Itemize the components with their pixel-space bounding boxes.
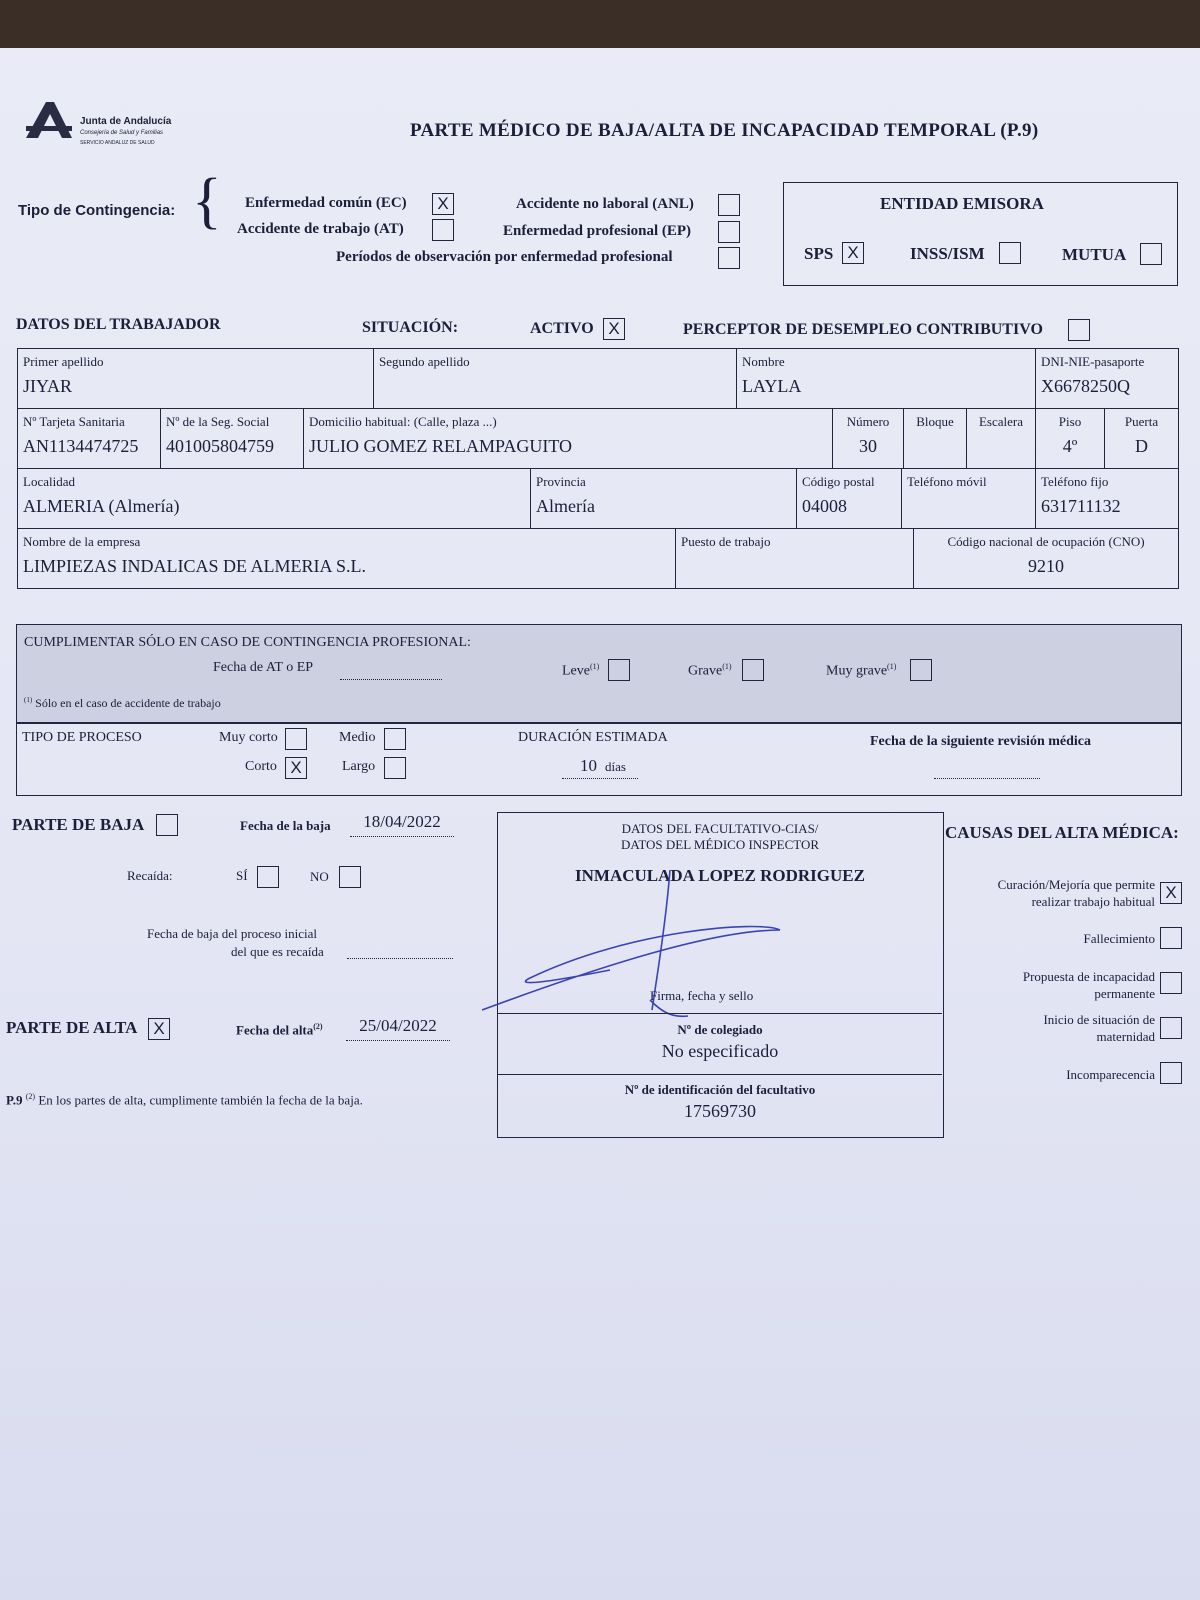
junta-logo-icon [24,100,74,140]
largo-label: Largo [342,759,376,774]
duracion-value: 10 [580,756,597,775]
movil-label: Teléfono móvil [907,474,987,489]
trabajador-grid-row2 [17,408,1179,469]
curacion-label-1: Curación/Mejoría que permite [997,877,1155,892]
footnote-sup: (2) [25,1092,36,1101]
grave-label [688,662,732,680]
curacion-checkbox[interactable]: X [1160,882,1182,904]
bloque-label: Bloque [916,414,954,429]
recaida-si-checkbox[interactable] [257,866,279,888]
muy-grave-sup: (1) [887,662,897,671]
proceso-inicial-label-2: del que es recaída [231,944,324,959]
maternidad-label-1: Inicio de situación de [1043,1012,1155,1027]
si-label: SÍ [236,868,248,883]
propuesta-label-1: Propuesta de incapacidad [1022,969,1155,984]
incomparecencia-checkbox[interactable] [1160,1062,1182,1084]
footnote-code: P.9 [6,1092,23,1108]
provincia-value: Almería [536,496,595,516]
anl-label: Accidente no laboral (ANL) [516,196,694,212]
facultativo-name: INMACULADA LOPEZ RODRIGUEZ [575,866,865,885]
provincia-label: Provincia [536,474,586,489]
seg-social-label: Nº de la Seg. Social [166,414,270,429]
ep-label: Enfermedad profesional (EP) [503,223,692,239]
revision-field[interactable] [934,766,1040,779]
sps-label: SPS [804,244,834,263]
anl-checkbox[interactable] [718,194,740,216]
grave-checkbox[interactable] [742,659,764,681]
trabajador-section-title: DATOS DEL TRABAJADOR [16,316,221,333]
facultativo-divider-2 [497,1074,942,1075]
muy-corto-checkbox[interactable] [285,728,307,750]
facultativo-title-1: DATOS DEL FACULTATIVO-CIAS/ [621,821,819,836]
fecha-alta-text: Fecha del alta [236,1022,314,1038]
ec-label: Enfermedad común (EC) [245,195,407,211]
id-label: Nº de identificación del facultativo [624,1082,816,1097]
alta-label: PARTE DE ALTA [6,1018,138,1037]
segundo-apellido-value [374,370,736,376]
org-sub: Consejería de Salud y Familias [80,130,164,136]
localidad-value: ALMERIA (Almería) [23,496,180,516]
contingencia-label: Tipo de Contingencia: [18,202,176,219]
facultativo-divider-1 [497,1013,942,1014]
baja-checkbox[interactable] [156,814,178,836]
puesto-label: Puesto de trabajo [681,534,771,549]
muy-grave-text: Muy grave [826,663,888,679]
propuesta-label-2: permanente [1094,986,1155,1001]
ep-checkbox[interactable] [718,221,740,243]
situacion-label: SITUACIÓN: [362,319,459,336]
localidad-label: Localidad [23,474,75,489]
no-label: NO [310,869,329,884]
profesional-note [24,696,221,711]
maternidad-label-2: maternidad [1096,1029,1155,1044]
fecha-at-label: Fecha de AT o EP [213,660,314,675]
fijo-value: 631711132 [1041,496,1121,516]
facultativo-title-2: DATOS DEL MÉDICO INSPECTOR [620,837,820,852]
leve-text: Leve [562,663,590,679]
fijo-label: Teléfono fijo [1041,474,1109,489]
dni-label: DNI-NIE-pasaporte [1041,354,1145,369]
leve-sup: (1) [589,662,600,671]
fecha-baja-label: Fecha de la baja [240,818,331,833]
muy-grave-checkbox[interactable] [910,659,932,681]
largo-checkbox[interactable] [384,757,406,779]
sps-checkbox[interactable]: X [842,242,864,264]
fallecimiento-label: Fallecimiento [1083,931,1155,946]
escalera-label: Escalera [978,414,1024,429]
ec-checkbox[interactable]: X [432,193,454,215]
piso-label: Piso [1058,414,1082,429]
corto-label: Corto [245,759,277,774]
note-sup: (1) [24,696,33,704]
grave-text: Grave [688,663,723,679]
obs-label: Períodos de observación por enfermedad profesional [336,249,673,265]
medio-checkbox[interactable] [384,728,406,750]
cp-value: 04008 [802,496,847,516]
proceso-label: TIPO DE PROCESO [22,730,142,745]
note-text: Sólo en el caso de accidente de trabajo [35,696,221,710]
org-name: Junta de Andalucía [80,116,172,127]
alta-checkbox[interactable]: X [148,1018,170,1040]
leve-label [562,662,599,680]
at-label: Accidente de trabajo (AT) [237,221,404,237]
proceso-inicial-field[interactable] [347,946,453,959]
segundo-apellido-label: Segundo apellido [379,354,470,369]
firma-label: Firma, fecha y sello [650,988,754,1003]
inss-checkbox[interactable] [999,242,1021,264]
fecha-alta-label [236,1022,323,1038]
curacion-label-2: realizar trabajo habitual [1031,894,1155,909]
entidad-title: ENTIDAD EMISORA [880,194,1044,213]
trabajador-grid-row4 [17,528,1179,589]
grave-sup: (1) [722,662,732,671]
fecha-alta-value[interactable]: 25/04/2022 [346,1016,450,1041]
puerta-value: D [1135,436,1148,456]
fecha-baja-value[interactable]: 18/04/2022 [350,812,454,837]
domicilio-value: JULIO GOMEZ RELAMPAGUITO [309,436,573,456]
colegiado-label: Nº de colegiado [677,1022,763,1037]
recaida-no-checkbox[interactable] [339,866,361,888]
maternidad-checkbox[interactable] [1160,1017,1182,1039]
cp-label: Código postal [802,474,875,489]
fecha-at-field[interactable] [340,663,442,680]
piso-value: 4º [1062,436,1078,456]
activo-checkbox[interactable]: X [603,318,625,340]
propuesta-checkbox[interactable] [1160,972,1182,994]
profesional-title: CUMPLIMENTAR SÓLO EN CASO DE CONTINGENCIA PROFESIONAL: [24,635,471,650]
dni-value: X6678250Q [1041,376,1130,396]
fecha-alta-sup: (2) [313,1022,323,1031]
activo-label: ACTIVO [530,320,594,337]
proceso-inicial-label-1: Fecha de baja del proceso inicial [147,926,318,941]
at-checkbox[interactable] [432,219,454,241]
baja-label: PARTE DE BAJA [12,815,145,834]
trabajador-grid-row3 [17,468,1179,529]
puerta-label: Puerta [1124,414,1159,429]
tarjeta-value: AN1134474725 [23,436,139,456]
cno-label: Código nacional de ocupación (CNO) [947,534,1145,549]
footnote-text: En los partes de alta, cumplimente también la fecha de la baja. [38,1092,363,1108]
recaida-label: Recaída: [127,868,173,883]
tarjeta-label: Nº Tarjeta Sanitaria [23,414,125,429]
nombre-value: LAYLA [742,376,802,396]
alta-footnote [6,1092,363,1108]
duracion-field[interactable] [562,756,638,779]
incomparecencia-label: Incomparecencia [1066,1067,1155,1082]
causas-title: CAUSAS DEL ALTA MÉDICA: [945,823,1179,842]
primer-apellido-label: Primer apellido [23,354,104,369]
mutua-checkbox[interactable] [1140,243,1162,265]
id-value: 17569730 [684,1101,756,1121]
seg-social-value: 401005804759 [166,436,274,456]
fallecimiento-checkbox[interactable] [1160,927,1182,949]
muy-grave-label [826,662,896,680]
org-sub2: SERVICIO ANDALUZ DE SALUD [80,140,155,146]
obs-checkbox[interactable] [718,247,740,269]
brace-icon: { [192,167,222,235]
revision-label: Fecha de la siguiente revisión médica [870,734,1091,749]
perceptor-checkbox[interactable] [1068,319,1090,341]
domicilio-label: Domicilio habitual: (Calle, plaza ...) [309,414,497,429]
mutua-label: MUTUA [1062,245,1127,264]
empresa-label: Nombre de la empresa [23,534,141,549]
corto-checkbox[interactable]: X [285,757,307,779]
muy-corto-label: Muy corto [219,730,278,745]
numero-label: Número [846,414,890,429]
cno-value: 9210 [1028,556,1064,576]
perceptor-label: PERCEPTOR DE DESEMPLEO CONTRIBUTIVO [683,321,1043,338]
form-title: PARTE MÉDICO DE BAJA/ALTA DE INCAPACIDAD TEMPORAL (P.9) [410,120,1039,141]
primer-apellido-value: JIYAR [23,376,73,396]
medio-label: Medio [339,730,376,745]
duracion-unit: días [605,759,626,774]
trabajador-grid-row1 [17,348,1179,409]
numero-value: 30 [859,436,877,456]
empresa-value: LIMPIEZAS INDALICAS DE ALMERIA S.L. [23,556,367,576]
nombre-label: Nombre [742,354,785,369]
colegiado-value: No especificado [661,1041,779,1061]
leve-checkbox[interactable] [608,659,630,681]
duracion-label: DURACIÓN ESTIMADA [518,730,668,745]
inss-label: INSS/ISM [910,244,985,263]
